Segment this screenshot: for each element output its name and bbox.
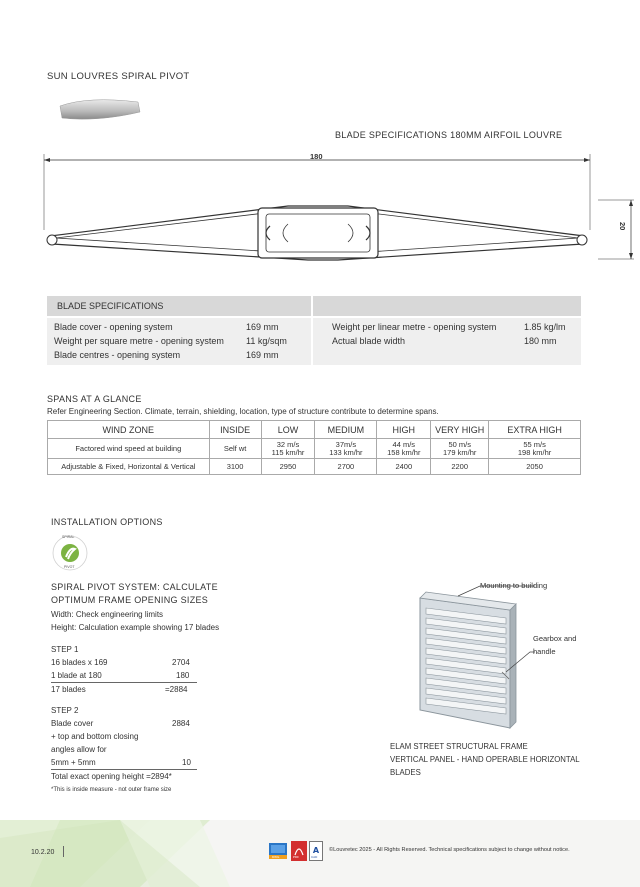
blade-thumbnail-image [58, 96, 142, 124]
panel-caption-1: ELAM STREET STRUCTURAL FRAME [390, 742, 528, 751]
blade-spec-title: BLADE SPECIFICATIONS 180MM AIRFOIL LOUVRE [335, 130, 563, 140]
spans-inside-cell: Self wt [209, 439, 261, 459]
page-number: 10.2.20 [31, 849, 55, 856]
wind-ms: 37m/s [335, 439, 357, 449]
spec-label: Blade centres - opening system [54, 350, 181, 360]
spans-wind-cell [261, 439, 315, 459]
step1-title: STEP 1 [51, 645, 79, 654]
step2-divider [51, 769, 197, 770]
spec-label: Weight per linear metre - opening system [332, 322, 497, 332]
spans-wind-cell [377, 439, 431, 459]
wind-kmh: 198 km/hr [517, 447, 552, 457]
spans-header-cell: HIGH [377, 421, 431, 439]
step2-value: 10 [182, 758, 191, 767]
step2-label: + top and bottom closing [51, 732, 139, 741]
step2-title: STEP 2 [51, 706, 79, 715]
step2-label: Blade cover [51, 719, 94, 728]
spans-wind-cell [489, 439, 581, 459]
step1-total: =2884 [165, 685, 188, 694]
spec-label: Weight per square metre - opening system [54, 336, 224, 346]
step2-label: angles allow for [51, 745, 107, 754]
spans-header-cell: EXTRA HIGH [489, 421, 581, 439]
spans-wind-cell [431, 439, 489, 459]
badge-top-text: SPIRAL [62, 535, 75, 539]
callout-handle: handle [533, 647, 556, 656]
spec-value: 169 mm [246, 322, 279, 332]
spec-label: Blade cover - opening system [54, 322, 173, 332]
spans-note: Refer Engineering Section. Climate, terrain, shielding, location, type of structure contribute to determine spans. [47, 407, 439, 416]
wind-kmh: 158 km/hr [387, 447, 421, 457]
spans-table [47, 420, 581, 475]
step1-value: 180 [176, 671, 190, 680]
callout-mounting: Mounting to building [480, 581, 548, 590]
spec-value: 11 kg/sqm [246, 336, 287, 346]
panel-caption-2: VERTICAL PANEL - HAND OPERABLE HORIZONTAL [390, 755, 580, 764]
cad-label: CAD [311, 855, 318, 859]
spec-value: 1.85 kg/lm [524, 322, 566, 332]
spans-header-cell: VERY HIGH [431, 421, 489, 439]
step2-footnote: *This is inside measure - not outer frame size [51, 787, 172, 793]
spec-table-header-label: BLADE SPECIFICATIONS [57, 301, 164, 311]
step2-total: Total exact opening height =2894* [51, 772, 172, 781]
step2-value: 2884 [172, 719, 190, 728]
spans-title: SPANS AT A GLANCE [47, 394, 142, 404]
airfoil-profile-drawing [38, 150, 638, 265]
wind-ms: 55 m/s [523, 439, 546, 449]
page-number-divider [63, 846, 64, 857]
spec-table-header [47, 296, 311, 316]
spec-value: 169 mm [246, 350, 279, 360]
step1-label: 17 blades [51, 685, 86, 694]
spans-value-cell: 2200 [431, 459, 489, 475]
spans-value-cell: 2400 [377, 459, 431, 475]
badge-bottom-text: PIVOT [64, 565, 75, 569]
copyright-text: ©Louvretec 2025 - All Rights Reserved. Technical specifications subject to change without notice. [329, 847, 570, 853]
spans-value-cell: 2050 [489, 459, 581, 475]
wind-kmh: 115 km/hr [271, 447, 305, 457]
spans-row-label: Adjustable & Fixed, Horizontal & Vertical [48, 459, 210, 475]
spec-value: 180 mm [524, 336, 557, 346]
spans-value-cell: 2700 [315, 459, 377, 475]
step1-divider [51, 682, 197, 683]
svg-text:A: A [312, 846, 320, 855]
spec-table-right [313, 318, 581, 365]
height-line: Height: Calculation example showing 17 blades [51, 623, 220, 632]
spans-header-cell: INSIDE [209, 421, 261, 439]
drawing-width-label: 180 [310, 152, 323, 161]
spans-header-cell: LOW [261, 421, 315, 439]
spans-value-cell: 2950 [261, 459, 315, 475]
wind-ms: 44 m/s [392, 439, 416, 449]
spans-header-cell: WIND ZONE [48, 421, 210, 439]
spec-table-left [47, 318, 311, 365]
step1-value: 2704 [172, 658, 190, 667]
calc-title-2: OPTIMUM FRAME OPENING SIZES [51, 595, 209, 605]
step1-label: 1 blade at 180 [51, 671, 102, 680]
wind-kmh: 179 km/hr [443, 447, 477, 457]
pdf-label: PDF [293, 855, 299, 859]
calc-title-1: SPIRAL PIVOT SYSTEM: CALCULATE [51, 582, 218, 592]
product-title: SUN LOUVRES SPIRAL PIVOT [47, 71, 190, 82]
spans-wind-cell [315, 439, 377, 459]
callout-gearbox: Gearbox and [533, 634, 577, 643]
spans-value-cell: 3100 [209, 459, 261, 475]
wind-kmh: 133 km/hr [329, 447, 363, 457]
step2-label: 5mm + 5mm [51, 758, 96, 767]
width-line: Width: Check engineering limits [51, 610, 164, 619]
spans-wind-row [48, 439, 581, 459]
panel-caption-3: BLADES [390, 768, 421, 777]
drawing-height-label: 20 [618, 222, 627, 231]
spans-row-label: Factored wind speed at building [48, 439, 210, 459]
step1-label: 16 blades x 169 [51, 658, 108, 667]
spans-value-row [48, 459, 581, 475]
installation-title: INSTALLATION OPTIONS [51, 517, 163, 527]
spans-header-row [48, 421, 581, 439]
dwg-label: DWG [272, 855, 280, 859]
spans-header-cell: MEDIUM [315, 421, 377, 439]
wind-ms: 32 m/s [276, 439, 300, 449]
wind-ms: 50 m/s [448, 439, 471, 449]
spec-table-header-right [313, 296, 581, 316]
louvre-panel-illustration [410, 580, 610, 730]
spec-label: Actual blade width [332, 336, 406, 346]
